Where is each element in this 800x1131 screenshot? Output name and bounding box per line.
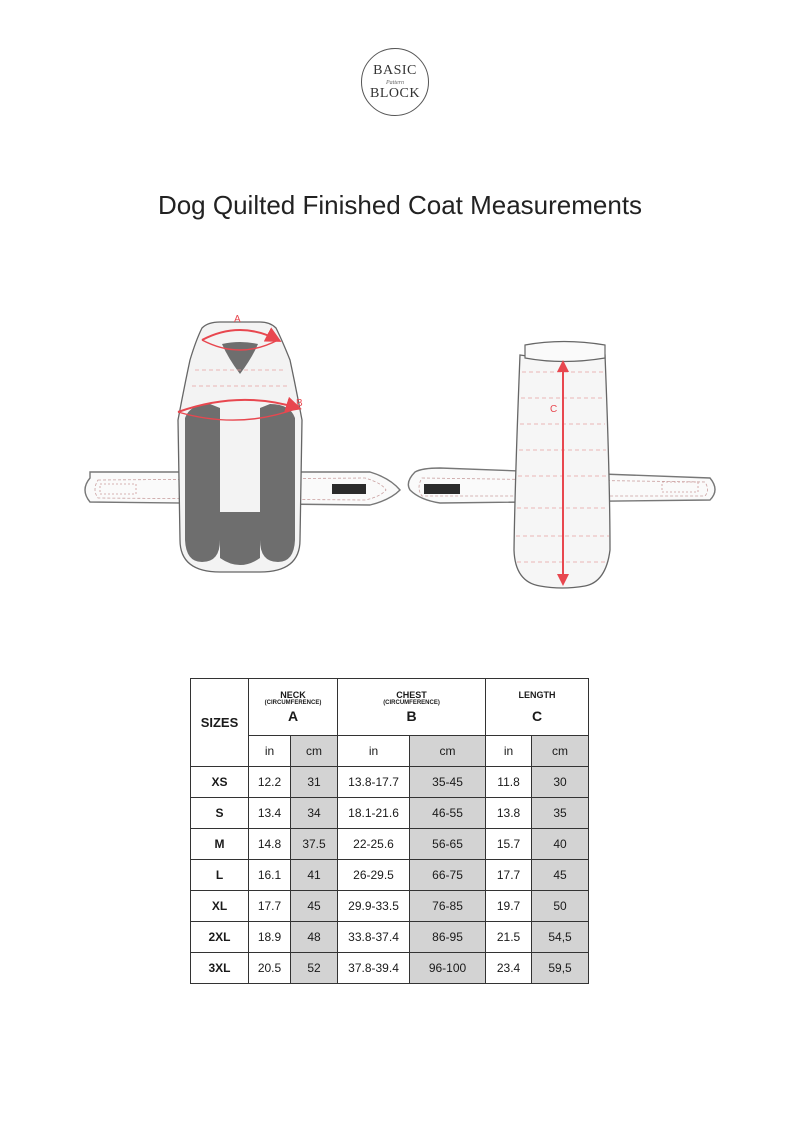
units-row xyxy=(191,736,589,767)
unit-cell: in xyxy=(338,736,410,767)
unit-cell: cm xyxy=(410,736,486,767)
neck-cm-cell: 41 xyxy=(291,860,338,891)
size-cell: M xyxy=(191,829,249,860)
chest-cm-cell: 46-55 xyxy=(410,798,486,829)
length-in-cell: 19.7 xyxy=(486,891,532,922)
unit-cell: cm xyxy=(291,736,338,767)
size-cell: S xyxy=(191,798,249,829)
length-in-cell: 15.7 xyxy=(486,829,532,860)
length-cm-cell: 30 xyxy=(532,767,589,798)
neck-cm-cell: 52 xyxy=(291,953,338,984)
brand-logo xyxy=(361,48,429,116)
neck-in-cell: 20.5 xyxy=(249,953,291,984)
chest-cm-cell: 35-45 xyxy=(410,767,486,798)
chest-cm-cell: 66-75 xyxy=(410,860,486,891)
size-cell: XS xyxy=(191,767,249,798)
length-in-cell: 23.4 xyxy=(486,953,532,984)
coat-back-view xyxy=(408,342,715,589)
length-group-header xyxy=(486,679,589,736)
table-row xyxy=(191,953,589,984)
chest-in-cell: 33.8-37.4 xyxy=(338,922,410,953)
table-header-row xyxy=(191,679,589,736)
length-in-cell: 21.5 xyxy=(486,922,532,953)
logo-line-3: BLOCK xyxy=(370,86,420,101)
size-chart-table xyxy=(190,678,589,984)
length-cm-cell: 50 xyxy=(532,891,589,922)
table-row xyxy=(191,767,589,798)
logo-line-2: Pattern xyxy=(386,80,404,86)
length-cm-cell: 45 xyxy=(532,860,589,891)
chest-group-letter: B xyxy=(406,708,417,724)
neck-cm-cell: 31 xyxy=(291,767,338,798)
neck-cm-cell: 45 xyxy=(291,891,338,922)
chest-cm-cell: 56-65 xyxy=(410,829,486,860)
unit-cell: in xyxy=(249,736,291,767)
neck-in-cell: 17.7 xyxy=(249,891,291,922)
coat-front-view xyxy=(85,314,400,572)
chest-cm-cell: 76-85 xyxy=(410,891,486,922)
length-in-cell: 11.8 xyxy=(486,767,532,798)
unit-cell: in xyxy=(486,736,532,767)
length-cm-cell: 40 xyxy=(532,829,589,860)
table-row xyxy=(191,798,589,829)
unit-cell: cm xyxy=(532,736,589,767)
neck-group-letter: A xyxy=(287,708,299,724)
neck-group-header xyxy=(249,679,338,736)
chest-group-header xyxy=(338,679,486,736)
length-group-letter: C xyxy=(531,708,543,724)
sizes-header: SIZES xyxy=(191,679,249,767)
chest-group-name: CHEST xyxy=(396,690,427,700)
neck-in-cell: 12.2 xyxy=(249,767,291,798)
coat-diagram xyxy=(70,300,730,600)
chest-in-cell: 22-25.6 xyxy=(338,829,410,860)
length-in-cell: 17.7 xyxy=(486,860,532,891)
chest-group-sub: (CIRCUMFERENCE) xyxy=(383,700,440,706)
length-cm-cell: 54,5 xyxy=(532,922,589,953)
neck-cm-cell: 48 xyxy=(291,922,338,953)
length-cm-cell: 59,5 xyxy=(532,953,589,984)
chest-in-cell: 26-29.5 xyxy=(338,860,410,891)
table-row xyxy=(191,860,589,891)
length-group-name: LENGTH xyxy=(518,690,556,700)
size-cell: XL xyxy=(191,891,249,922)
chest-in-cell: 29.9-33.5 xyxy=(338,891,410,922)
chest-in-cell: 13.8-17.7 xyxy=(338,767,410,798)
label-c: C xyxy=(550,404,558,415)
neck-group-name: NECK xyxy=(280,690,306,700)
chest-in-cell: 18.1-21.6 xyxy=(338,798,410,829)
label-b: B xyxy=(296,398,303,409)
page-title: Dog Quilted Finished Coat Measurements xyxy=(157,190,643,220)
neck-in-cell: 14.8 xyxy=(249,829,291,860)
chest-cm-cell: 86-95 xyxy=(410,922,486,953)
neck-in-cell: 18.9 xyxy=(249,922,291,953)
table-row xyxy=(191,829,589,860)
size-rows xyxy=(191,767,589,984)
size-cell: 2XL xyxy=(191,922,249,953)
table-row xyxy=(191,891,589,922)
logo-line-1: BASIC xyxy=(373,63,417,78)
label-a: A xyxy=(234,314,241,325)
neck-in-cell: 13.4 xyxy=(249,798,291,829)
chest-cm-cell: 96-100 xyxy=(410,953,486,984)
neck-in-cell: 16.1 xyxy=(249,860,291,891)
size-cell: 3XL xyxy=(191,953,249,984)
length-cm-cell: 35 xyxy=(532,798,589,829)
neck-cm-cell: 37.5 xyxy=(291,829,338,860)
neck-cm-cell: 34 xyxy=(291,798,338,829)
neck-group-sub: (CIRCUMFERENCE) xyxy=(264,700,322,706)
chest-in-cell: 37.8-39.4 xyxy=(338,953,410,984)
length-in-cell: 13.8 xyxy=(486,798,532,829)
table-row xyxy=(191,922,589,953)
size-cell: L xyxy=(191,860,249,891)
